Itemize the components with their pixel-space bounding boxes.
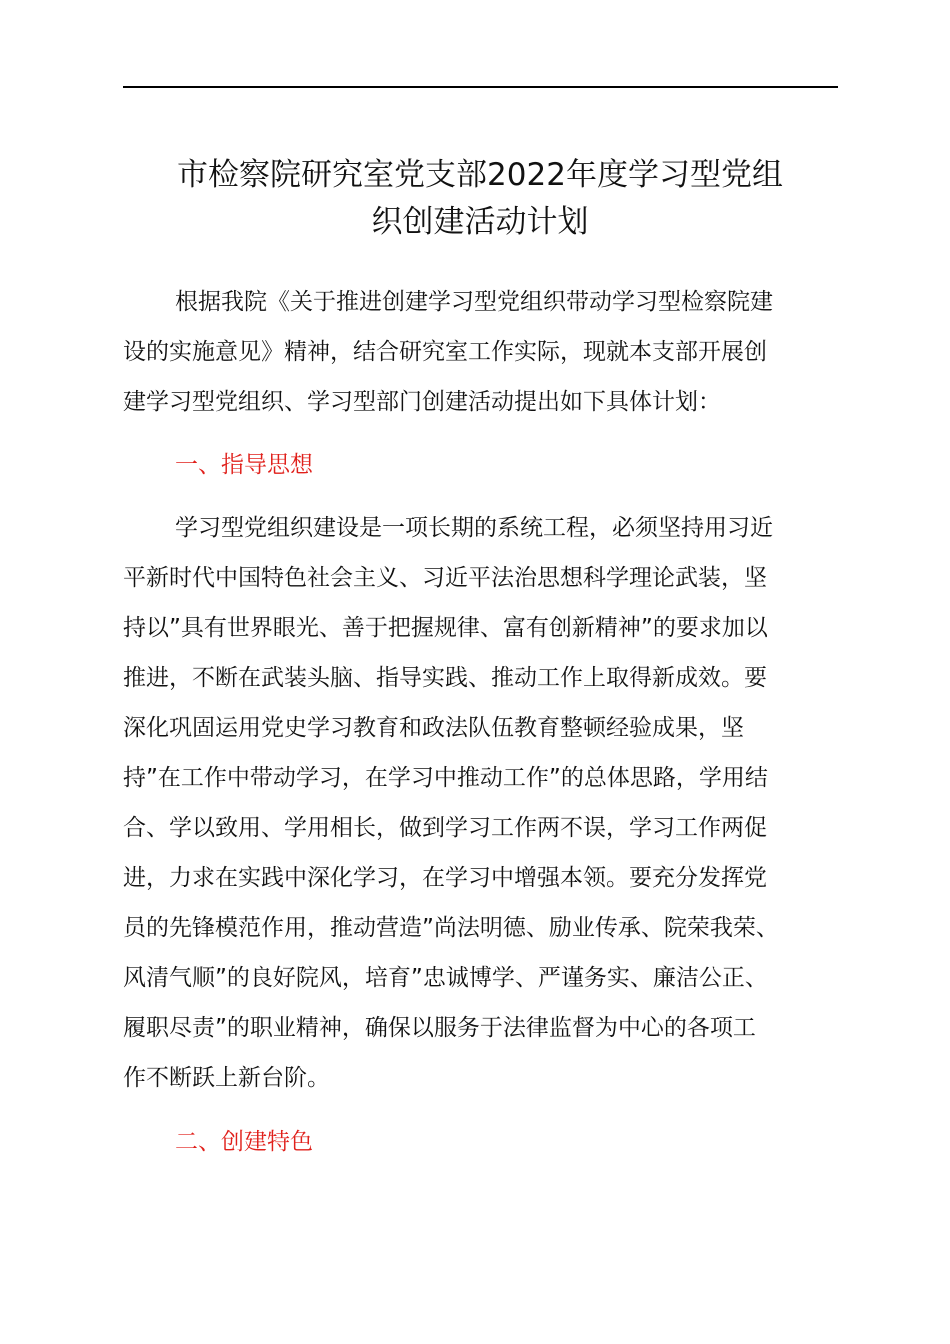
paragraph-line: 进，力求在实践中深化学习，在学习中增强本领。要充分发挥党 [123, 865, 767, 891]
paragraph-line: 风清气顺”的良好院风，培育”忠诚博学、严谨务实、廉洁公正、 [123, 965, 768, 991]
section-heading-guiding-thought: 一、指导思想 [175, 452, 313, 478]
paragraph-line: 推进，不断在武装头脑、指导实践、推动工作上取得新成效。要 [123, 665, 767, 691]
paragraph-line: 持以”具有世界眼光、善于把握规律、富有创新精神”的要求加以 [123, 615, 768, 641]
intro-paragraph [123, 277, 838, 427]
intro-line: 设的实施意见》精神，结合研究室工作实际，现就本支部开展创 [123, 339, 767, 365]
section-heading-features: 二、创建特色 [175, 1129, 313, 1155]
paragraph-line: 深化巩固运用党史学习教育和政法队伍教育整顿经验成果，坚 [123, 715, 744, 741]
paragraph-line: 平新时代中国特色社会主义、习近平法治思想科学理论武装，坚 [123, 565, 767, 591]
document-title [100, 152, 860, 246]
intro-line: 根据我院《关于推进创建学习型党组织带动学习型检察院建 [175, 289, 773, 315]
title-line: 市检察院研究室党支部2022年度学习型党组 [177, 157, 783, 193]
paragraph-line: 履职尽责”的职业精神，确保以服务于法律监督为中心的各项工 [123, 1015, 756, 1041]
paragraph-line: 持”在工作中带动学习，在学习中推动工作”的总体思路，学用结 [123, 765, 768, 791]
title-line: 织创建活动计划 [371, 204, 589, 240]
header-rule [123, 86, 838, 88]
paragraph-line: 合、学以致用、学用相长，做到学习工作两不误，学习工作两促 [123, 815, 767, 841]
paragraph-line: 员的先锋模范作用，推动营造”尚法明德、励业传承、院荣我荣、 [123, 915, 779, 941]
guiding-thought-paragraph [123, 503, 838, 1103]
paragraph-line: 作不断跃上新台阶。 [123, 1065, 330, 1091]
intro-line: 建学习型党组织、学习型部门创建活动提出如下具体计划： [123, 389, 721, 415]
paragraph-line: 学习型党组织建设是一项长期的系统工程，必须坚持用习近 [175, 515, 773, 541]
